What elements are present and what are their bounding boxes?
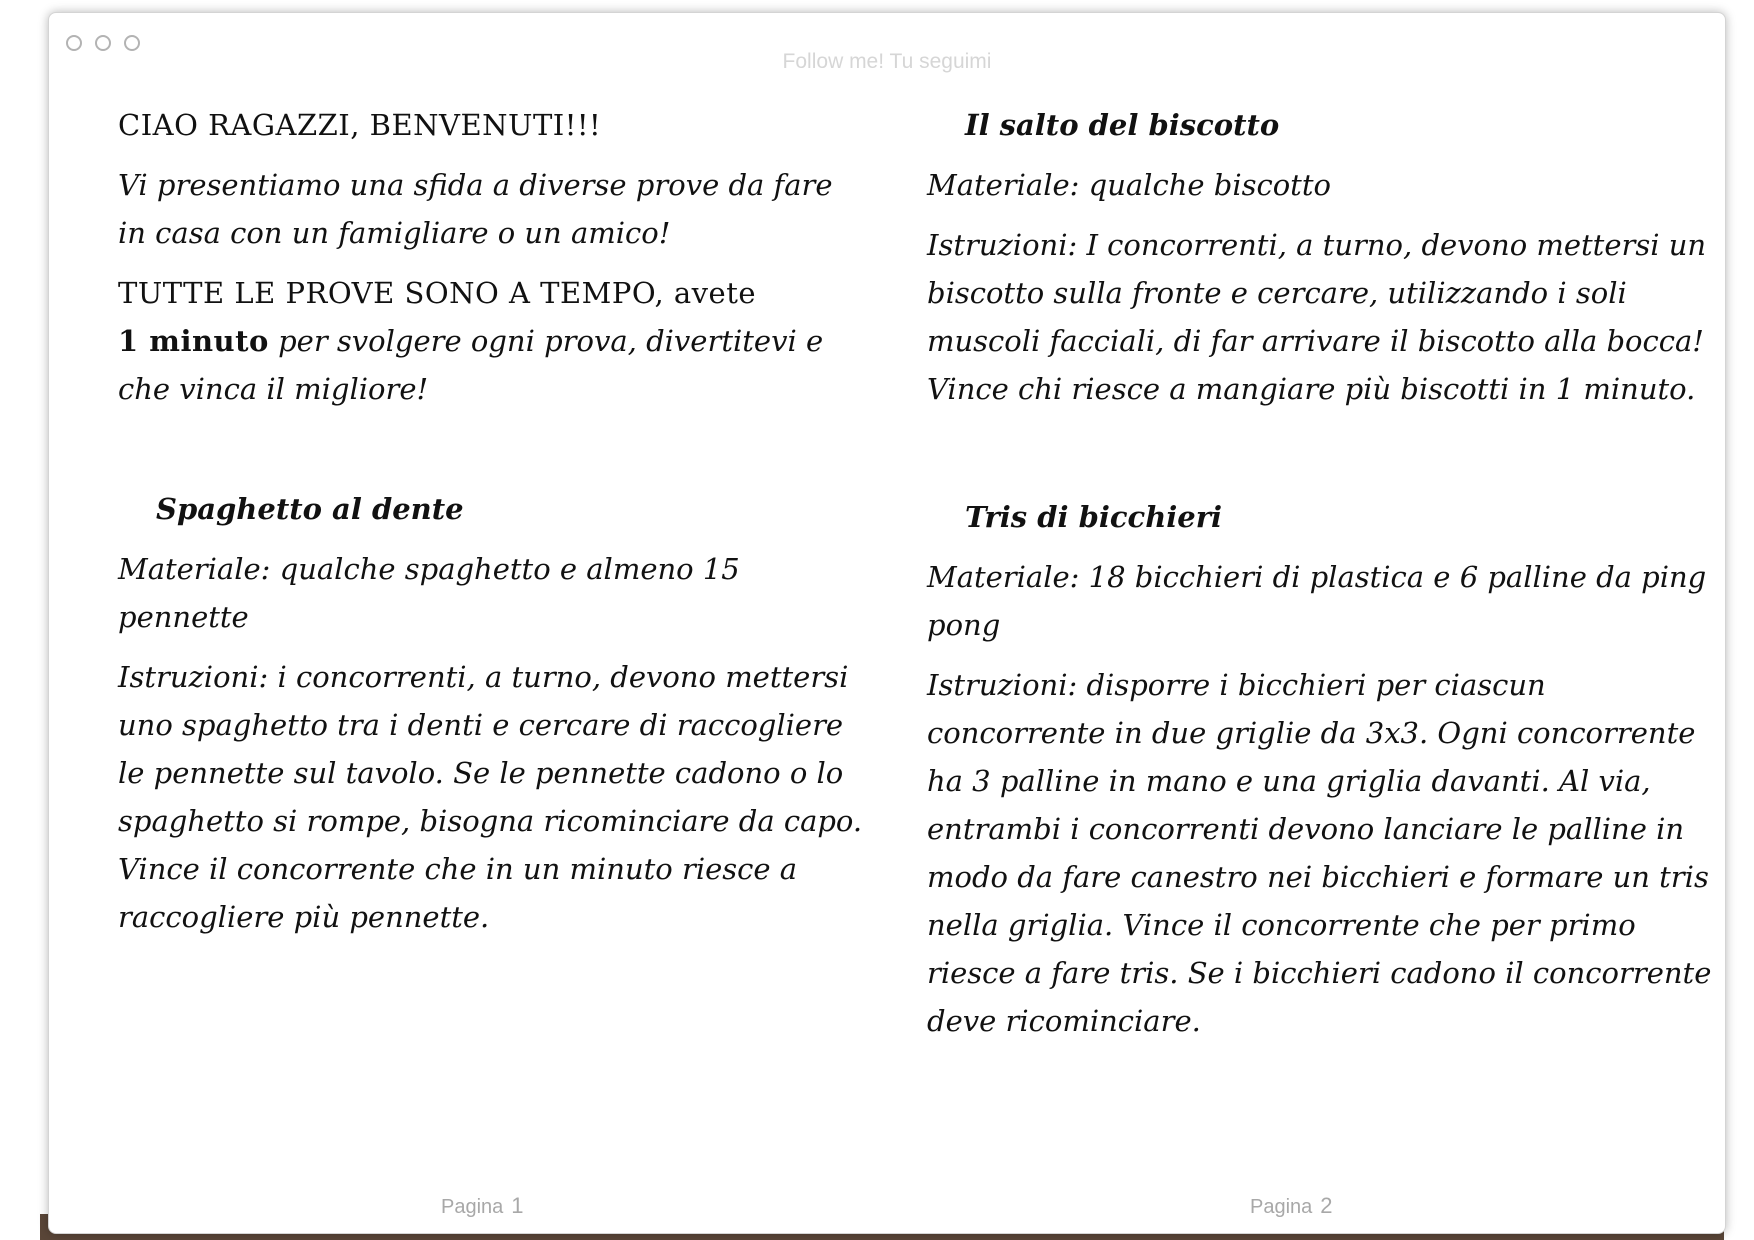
page-label: Pagina xyxy=(1250,1196,1313,1218)
close-button[interactable] xyxy=(66,35,82,51)
materiale-biscotto: Materiale: qualche biscotto xyxy=(927,168,1331,202)
window-title: Follow me! Tu seguimi xyxy=(782,50,992,73)
window-controls xyxy=(66,35,140,51)
left-page xyxy=(118,101,863,953)
minimize-button[interactable] xyxy=(95,35,111,51)
book-window xyxy=(48,12,1726,1234)
istruzioni-spaghetto: Istruzioni: i concorrenti, a turno, devono mettersi uno spaghetto tra i denti e cercare di raccogliere le pennette sul tavolo. Se le pennette cadono o lo spaghetto si rompe, bisogna ricominciare da capo. Vince il concorrente che in un minuto riesce a raccogliere più pennette. xyxy=(118,660,863,934)
page-number-right xyxy=(1250,1193,1333,1219)
right-page xyxy=(927,101,1727,1057)
materiale-spaghetto: Materiale: qualche spaghetto e almeno 15 pennette xyxy=(118,552,740,634)
istruzioni-biscotto: Istruzioni: I concorrenti, a turno, devono mettersi un biscotto sulla fronte e cercare, utilizzando i soli muscoli facciali, di far arrivare il biscotto alla bocca! Vince chi riesce a mangiare più biscotti in 1 minuto. xyxy=(927,228,1707,406)
rules-paragraph xyxy=(118,269,863,413)
section-title-spaghetto: Spaghetto al dente xyxy=(156,492,464,526)
istruzioni-tris: Istruzioni: disporre i bicchieri per ciascun concorrente in due griglie da 3x3. Ogni concorrente ha 3 palline in mano e una griglia davanti. Al via, entrambi i concorrenti devono lanciare le palline in modo da fare canestro nei bicchieri e formare un tris nella griglia. Vince il concorrente che per primo riesce a fare tris. Se i bicchieri cadono il concorrente deve ricominciare. xyxy=(927,668,1712,1038)
page-label: Pagina xyxy=(441,1196,504,1218)
intro-paragraph: Vi presentiamo una sfida a diverse prove da fare in casa con un famigliare o un amico! xyxy=(118,168,833,250)
rules-time: 1 minuto xyxy=(118,324,269,358)
page-number: 2 xyxy=(1320,1193,1333,1218)
welcome-heading: CIAO RAGAZZI, BENVENUTI!!! xyxy=(118,108,602,142)
rules-rest: per svolgere ogni prova, divertitevi e che vinca il migliore! xyxy=(118,324,824,406)
section-title-biscotto: Il salto del biscotto xyxy=(965,108,1280,142)
materiale-tris: Materiale: 18 bicchieri di plastica e 6 palline da ping pong xyxy=(927,560,1707,642)
page-number: 1 xyxy=(511,1193,524,1218)
section-title-tris: Tris di bicchieri xyxy=(965,500,1223,534)
rules-line: TUTTE LE PROVE SONO A TEMPO, avete xyxy=(118,276,757,310)
page-number-left xyxy=(441,1193,524,1219)
zoom-button[interactable] xyxy=(124,35,140,51)
